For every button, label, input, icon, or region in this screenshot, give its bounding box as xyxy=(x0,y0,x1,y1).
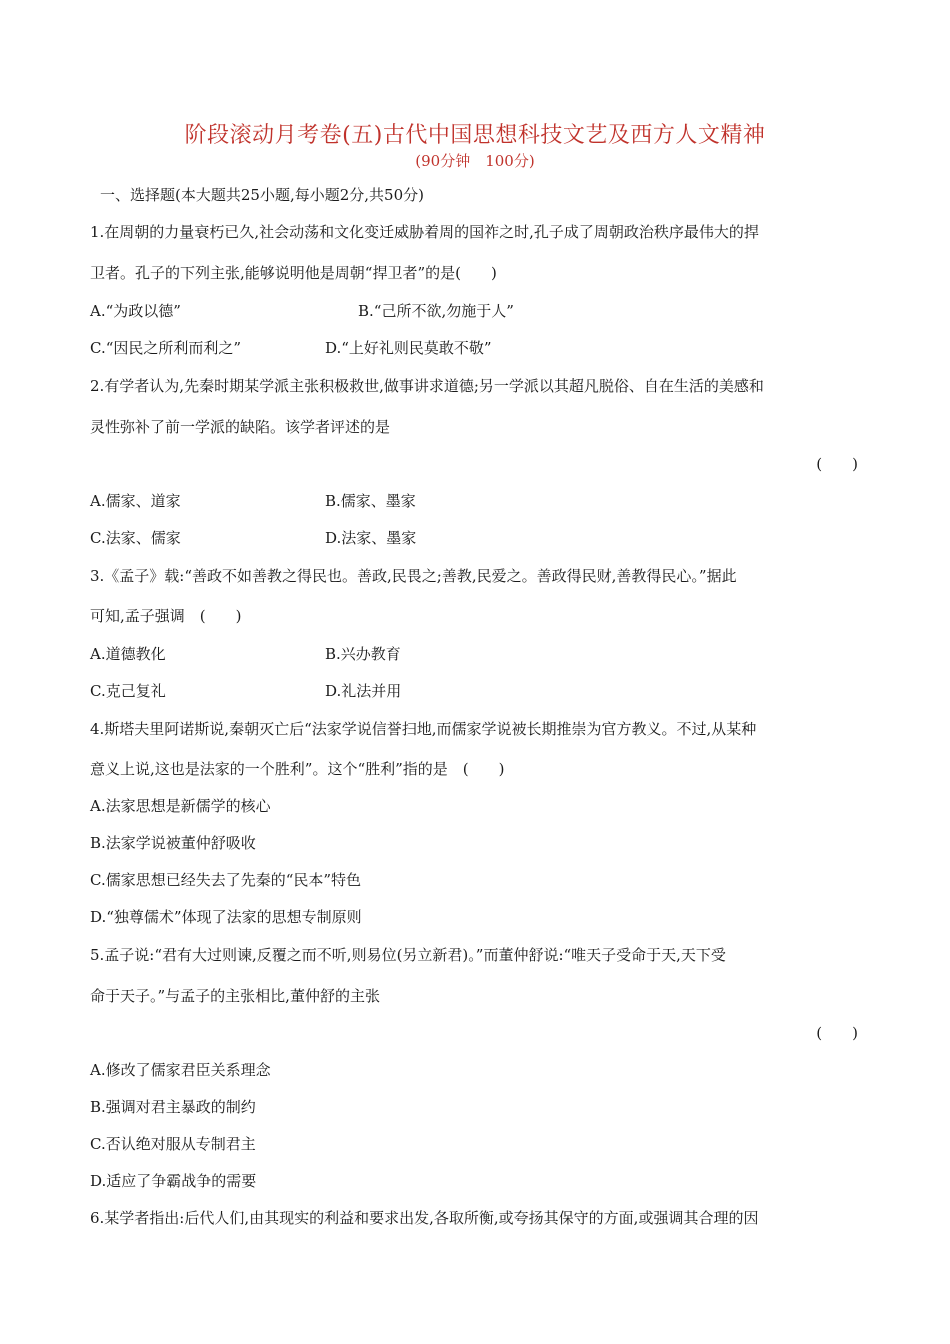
q5-stem-line1: 5.孟子说:“君有大过则谏,反覆之而不听,则易位(另立新君)。”而董仲舒说:“唯天子受命于天,天下受 xyxy=(90,946,726,964)
q4-option-b: B.法家学说被董仲舒吸收 xyxy=(90,834,256,852)
q3-stem-line1: 3.《孟子》载:“善政不如善教之得民也。善政,民畏之;善教,民爱之。善政得民财,善教得民心。”据此 xyxy=(90,567,737,585)
q4-option-a: A.法家思想是新儒学的核心 xyxy=(90,797,271,815)
q2-option-a: A.儒家、道家 xyxy=(90,492,181,510)
q3-option-b: B.兴办教育 xyxy=(325,645,401,663)
q5-option-a: A.修改了儒家君臣关系理念 xyxy=(90,1061,271,1079)
q5-option-b: B.强调对君主暴政的制约 xyxy=(90,1098,256,1116)
exam-title: 阶段滚动月考卷(五)古代中国思想科技文艺及西方人文精神 xyxy=(184,123,766,148)
q4-stem-line1: 4.斯塔夫里阿诺斯说,秦朝灭亡后“法家学说信誉扫地,而儒家学说被长期推崇为官方教义。不过,从某种 xyxy=(90,720,757,738)
q3-option-d: D.礼法并用 xyxy=(325,682,402,700)
q3-stem-line2: 可知,孟子强调 ( ) xyxy=(90,607,242,625)
q1-option-a: A.“为政以德” xyxy=(90,302,181,320)
q5-answer-paren: ( ) xyxy=(816,1024,858,1042)
q1-stem-line1: 1.在周朝的力量衰朽已久,社会动荡和文化变迁威胁着周的国祚之时,孔子成了周朝政治秩序最伟大的捍 xyxy=(90,223,759,241)
q5-option-d: D.适应了争霸战争的需要 xyxy=(90,1172,257,1190)
q2-option-c: C.法家、儒家 xyxy=(90,529,181,547)
q1-option-b: B.“己所不欲,勿施于人” xyxy=(358,302,514,320)
q2-option-d: D.法家、墨家 xyxy=(325,529,417,547)
q4-option-c: C.儒家思想已经失去了先秦的“民本”特色 xyxy=(90,871,362,889)
q1-option-c: C.“因民之所利而利之” xyxy=(90,339,242,357)
q3-option-a: A.道德教化 xyxy=(90,645,166,663)
q5-option-c: C.否认绝对服从专制君主 xyxy=(90,1135,256,1153)
q1-stem-line2: 卫者。孔子的下列主张,能够说明他是周朝“捍卫者”的是( ) xyxy=(90,264,497,282)
q1-option-d: D.“上好礼则民莫敢不敬” xyxy=(325,339,492,357)
section-heading: 一、选择题(本大题共25小题,每小题2分,共50分) xyxy=(100,186,424,204)
q2-stem-line1: 2.有学者认为,先秦时期某学派主张积极救世,做事讲求道德;另一学派以其超凡脱俗、自在生活的美感和 xyxy=(90,377,764,395)
q2-answer-paren: ( ) xyxy=(816,455,858,473)
q4-stem-line2: 意义上说,这也是法家的一个胜利”。这个“胜利”指的是 ( ) xyxy=(90,760,505,778)
q2-option-b: B.儒家、墨家 xyxy=(325,492,416,510)
q3-option-c: C.克己复礼 xyxy=(90,682,166,700)
q2-stem-line2: 灵性弥补了前一学派的缺陷。该学者评述的是 xyxy=(90,418,391,436)
q4-option-d: D.“独尊儒术”体现了法家的思想专制原则 xyxy=(90,908,362,926)
q5-stem-line2: 命于天子。”与孟子的主张相比,董仲舒的主张 xyxy=(90,987,380,1005)
q6-stem-line1: 6.某学者指出:后代人们,由其现实的利益和要求出发,各取所衡,或夸扬其保守的方面,或强调其合理的因 xyxy=(90,1209,759,1227)
exam-subtitle: (90分钟 100分) xyxy=(415,152,535,170)
